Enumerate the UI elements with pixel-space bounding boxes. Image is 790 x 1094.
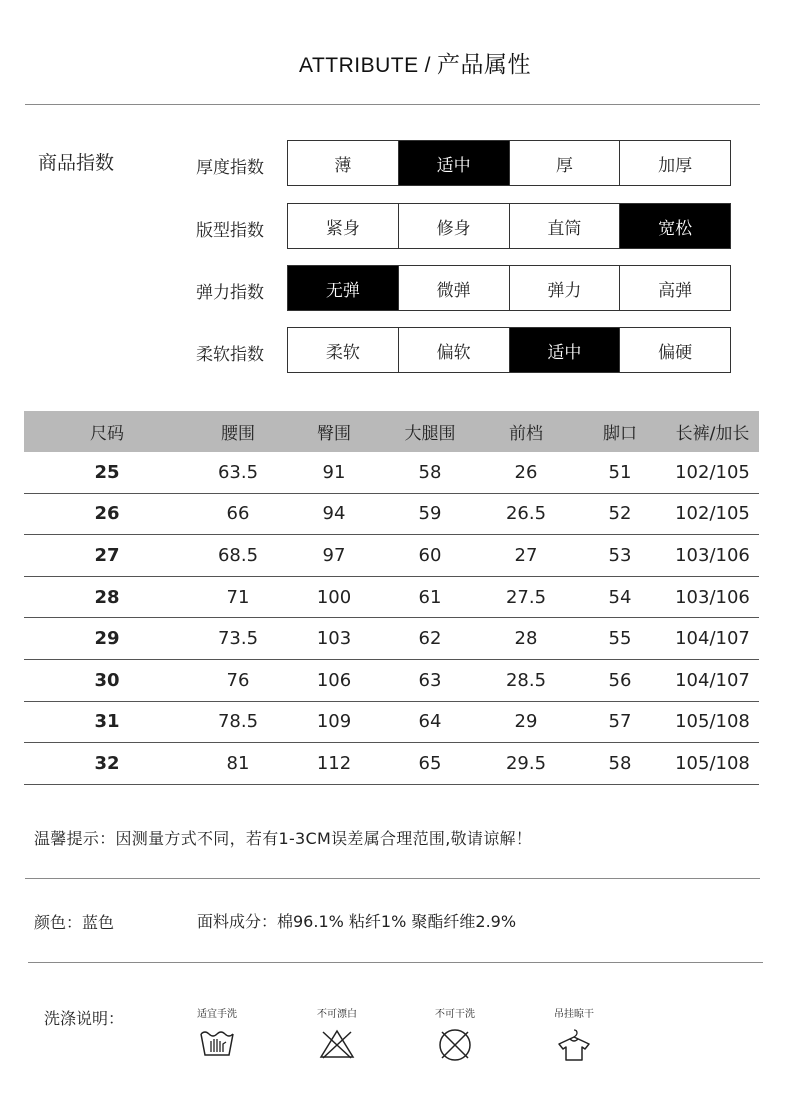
table-cell: 31 [94,711,120,733]
table-cell: 58 [418,461,442,483]
table-cell: 94 [322,503,346,525]
table-row [24,702,759,744]
table-row [24,494,759,536]
fabric-info: 面料成分：棉96.1% 粘纤1% 聚酯纤维2.9% [197,912,517,931]
index-option-selected: 宽松 [619,204,730,248]
table-cell: 66 [226,503,250,525]
index-option: 直筒 [509,204,620,248]
table-cell: 104/107 [675,669,750,691]
table-cell: 28 [94,586,120,608]
table-cell: 103/106 [675,544,750,566]
product-index-label: 商品指数 [38,152,115,174]
size-table-header-cell: 尺码 [90,424,124,444]
index-option: 加厚 [619,141,730,185]
index-row-options [287,140,731,186]
table-cell: 30 [94,669,120,691]
table-cell: 105/108 [675,711,750,733]
table-cell: 68.5 [217,544,259,566]
hand-wash-icon [199,1028,235,1058]
table-row [24,660,759,702]
table-cell: 102/105 [675,503,750,525]
table-cell: 57 [608,711,632,733]
table-cell: 29 [94,628,120,650]
index-option: 柔软 [325,342,360,363]
washing-label: 洗涤说明： [44,1009,125,1028]
table-row [24,577,759,619]
table-cell: 51 [608,461,632,483]
index-option: 修身 [398,204,509,248]
index-option-selected: 适中 [398,141,509,185]
table-cell: 112 [316,752,352,774]
index-option-selected: 无弹 [288,266,398,310]
index-option: 厚 [509,141,620,185]
table-cell: 76 [226,669,250,691]
table-cell: 106 [316,669,352,691]
index-row-options [287,203,731,249]
table-cell: 58 [608,752,632,774]
size-table-header [24,411,759,452]
table-cell: 26 [94,503,120,525]
care-caption: 吊挂晾干 [554,1009,594,1020]
table-cell: 26.5 [505,503,547,525]
table-cell: 29.5 [505,752,547,774]
table-cell: 27 [94,544,120,566]
page-title [0,46,790,79]
size-table-header-cell: 臀围 [317,424,351,444]
care-hang-dry [534,1008,614,1062]
table-cell: 102/105 [675,461,750,483]
table-cell: 56 [608,669,632,691]
table-cell: 78.5 [217,711,259,733]
table-cell: 27.5 [505,586,547,608]
table-cell: 100 [316,586,352,608]
title-en: ATTRIBUTE [299,54,419,77]
table-cell: 61 [418,586,442,608]
table-cell: 26 [514,461,538,483]
table-cell: 103/106 [675,586,750,608]
table-cell: 91 [322,461,346,483]
index-option: 微弹 [398,266,509,310]
table-cell: 55 [608,628,632,650]
size-table-header-cell: 大腿围 [404,424,456,444]
size-table-header-cell: 脚口 [603,424,637,444]
table-cell: 105/108 [675,752,750,774]
table-cell: 81 [226,752,250,774]
index-row-label: 厚度指数 [196,158,264,178]
care-no-dry-clean [415,1008,495,1062]
table-row [24,743,759,785]
table-row [24,535,759,577]
table-cell: 63.5 [217,461,259,483]
index-option: 薄 [334,155,352,176]
index-option: 弹力 [509,266,620,310]
table-cell: 62 [418,628,442,650]
table-cell: 54 [608,586,632,608]
table-cell: 65 [418,752,442,774]
index-option-selected: 适中 [509,328,620,372]
table-cell: 29 [514,711,538,733]
table-cell: 28.5 [505,669,547,691]
table-cell: 27 [514,544,538,566]
index-row-options [287,265,731,311]
care-caption: 不可干洗 [435,1009,475,1020]
size-table-header-cell: 长裤/加长 [675,424,750,444]
table-cell: 103 [316,628,352,650]
no-dry-clean-icon [436,1028,474,1062]
table-cell: 60 [418,544,442,566]
table-cell: 73.5 [217,628,259,650]
index-option: 偏硬 [619,328,730,372]
title-separator: / [424,54,431,77]
size-table [24,411,759,785]
size-table-header-cell: 前档 [509,424,543,444]
table-cell: 109 [316,711,352,733]
size-table-header-cell: 腰围 [221,424,255,444]
care-no-bleach [297,1008,377,1060]
table-cell: 32 [94,752,120,774]
header-divider [25,104,760,105]
index-option: 偏软 [398,328,509,372]
table-cell: 71 [226,586,250,608]
table-cell: 53 [608,544,632,566]
tip-divider [25,878,760,879]
index-row-label: 版型指数 [196,221,264,241]
care-caption: 适宜手洗 [197,1009,237,1020]
table-cell: 97 [322,544,346,566]
table-cell: 25 [94,461,120,483]
table-cell: 52 [608,503,632,525]
table-cell: 64 [418,711,442,733]
table-row [24,618,759,660]
table-cell: 63 [418,669,442,691]
index-option: 紧身 [325,218,360,239]
no-bleach-icon [318,1028,356,1060]
title-cn: 产品属性 [436,51,531,77]
size-table-body [24,452,759,785]
care-caption: 不可漂白 [317,1009,357,1020]
index-row-options [287,327,731,373]
care-hand-wash [177,1008,257,1058]
index-option: 高弹 [619,266,730,310]
table-cell: 28 [514,628,538,650]
hang-dry-icon [554,1028,594,1062]
table-cell: 104/107 [675,628,750,650]
color-info: 颜色：蓝色 [34,913,115,932]
measurement-tip: 温馨提示：因测量方式不同，若有1-3CM误差属合理范围,敬请谅解！ [34,829,533,848]
index-row-label: 弹力指数 [196,283,264,303]
table-cell: 59 [418,503,442,525]
fabric-divider [28,962,763,963]
index-row-label: 柔软指数 [196,345,264,365]
table-row [24,452,759,494]
